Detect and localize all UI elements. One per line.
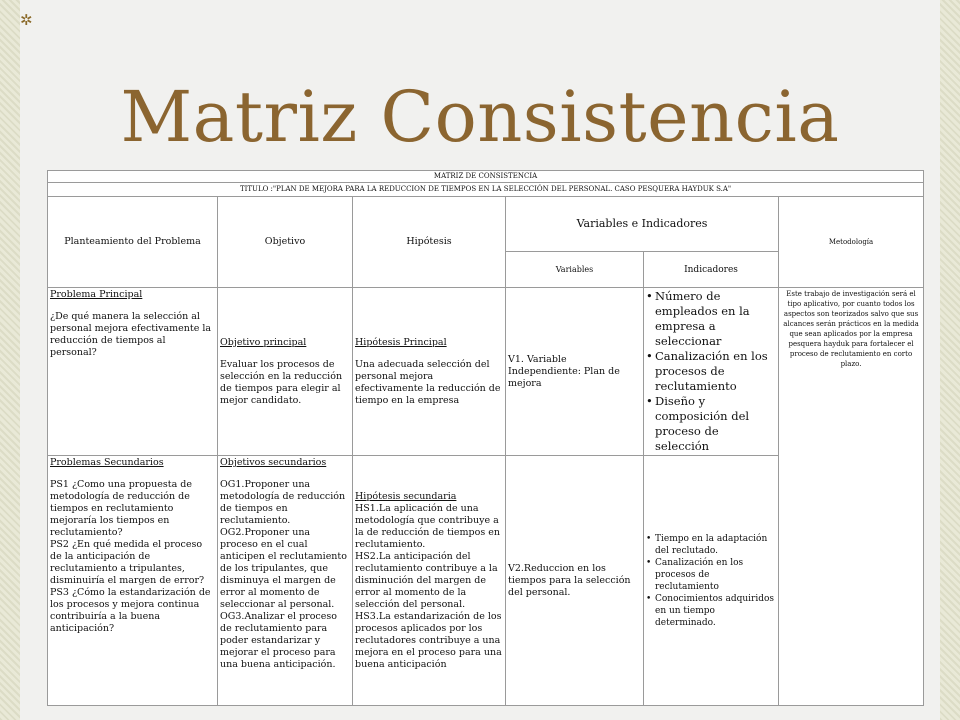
objetivos-secundarios-cell: [218, 456, 353, 706]
list-item: • Número de empleados en la empresa a seleccionar: [646, 289, 750, 348]
header-indicadores: Indicadores: [644, 252, 779, 288]
hipotesis-secundaria-cell: [353, 456, 506, 706]
header-variables: Variables: [506, 252, 644, 288]
header-variables-indicadores: Variables e Indicadores: [506, 197, 779, 252]
indicadores-1-list: [646, 289, 776, 454]
star-icon: ✲: [20, 11, 33, 29]
problema-secundario-1: PS1 ¿Como una propuesta de metodología de reducción de tiempos en reclutamiento mejoraría los tiempos en reclutamiento?: [50, 479, 192, 538]
indicadores-1-cell: [644, 288, 779, 456]
table-caption: MATRIZ DE CONSISTENCIA: [48, 171, 924, 183]
hipotesis-principal-text: Una adecuada selección del personal mejora efectivamente la reducción de tiempo en la empresa: [355, 358, 501, 406]
objetivo-secundario-2: OG2.Proponer una proceso en el cual anticipen el reclutamiento de los tripulantes, que disminuya el margen de error al momento de seleccionar al personal.: [220, 527, 347, 610]
indicadores-2-cell: [644, 456, 779, 706]
metodologia-cell: [779, 288, 924, 706]
objetivo-principal-title: Objetivo principal: [220, 336, 307, 348]
variable-1-cell: [506, 288, 644, 456]
objetivo-secundario-1: OG1.Proponer una metodología de reducción de tiempos en reclutamiento.: [220, 479, 346, 526]
list-item: • Conocimientos adquiridos en un tiempo determinado.: [646, 593, 775, 628]
header-hipotesis: Hipótesis: [353, 197, 506, 288]
hipotesis-principal-cell: [353, 288, 506, 456]
header-planteamiento: Planteamiento del Problema: [48, 197, 218, 288]
problema-secundario-3: PS3 ¿Cómo la estandarización de los procesos y mejora continua contribuiría a la buena anticipación?: [50, 587, 211, 634]
metodologia-text: Este trabajo de investigación será el tipo aplicativo, por cuanto todos los aspectos son teorizados salvo que sus alcances serán prácticos en la medida que sean aplicados por la empresa pesquera hayduk para fortalecer el proceso de reclutamiento en corto plazo.: [783, 290, 919, 368]
problema-principal-cell: [48, 288, 218, 456]
problemas-secundarios-cell: [48, 456, 218, 706]
hipotesis-secundaria-title: Hipótesis secundaria: [355, 490, 457, 502]
header-metodologia: Metodología: [779, 197, 924, 288]
problema-principal-title: Problema Principal: [50, 289, 143, 300]
consistency-matrix-table: [47, 170, 924, 706]
header-objetivo: Objetivo: [218, 197, 353, 288]
problema-principal-text: ¿De qué manera la selección al personal mejora efectivamente la reducción de tiempos al personal?: [50, 311, 212, 358]
variable-2-cell: [506, 456, 644, 706]
hipotesis-principal-title: Hipótesis Principal: [355, 336, 447, 348]
objetivo-principal-cell: [218, 288, 353, 456]
hipotesis-secundaria-1: HS1.La aplicación de una metodología que contribuye a la de reducción de tiempos en reclutamiento.: [355, 502, 500, 550]
slide-title: Matriz Consistencia: [120, 76, 840, 158]
objetivo-secundario-3: OG3.Analizar el proceso de reclutamiento para poder estandarizar y mejorar el proceso para una buena anticipación.: [220, 611, 337, 670]
hipotesis-secundaria-2: HS2.La anticipación del reclutamiento contribuye a la disminución del margen de error al momento de la selección del personal.: [355, 550, 498, 610]
list-item: • Canalización en los procesos de reclutamiento: [646, 349, 768, 393]
hipotesis-secundaria-3: HS3.La estandarización de los procesos aplicados por los reclutadores contribuye a una mejora en el proceso para una buena anticipación: [355, 610, 502, 670]
list-item: • Tiempo en la adaptación del reclutado.: [646, 533, 768, 556]
list-item: • Diseño y composición del proceso de selección: [646, 394, 750, 453]
objetivo-principal-text: Evaluar los procesos de selección en la reducción de tiempos para elegir al mejor candidato.: [220, 358, 343, 406]
objetivos-secundarios-title: Objetivos secundarios: [220, 457, 327, 468]
problemas-secundarios-title: Problemas Secundarios: [50, 457, 164, 468]
problema-secundario-2: PS2 ¿En qué medida el proceso de la anticipación de reclutamiento a tripulantes, disminuiría el margen de error?: [50, 539, 205, 586]
variable-1-text: V1. Variable Independiente: Plan de mejora: [508, 353, 620, 389]
indicadores-2-list: [646, 533, 776, 629]
variable-2-text: V2.Reduccion en los tiempos para la selección del personal.: [508, 562, 631, 598]
list-item: • Canalización en los procesos de reclutamiento: [646, 557, 744, 592]
table-subtitle: TITULO :"PLAN DE MEJORA PARA LA REDUCCION DE TIEMPOS EN LA SELECCIÓN DEL PERSONAL. CASO PESQUERA HAYDUK S.A": [48, 183, 924, 197]
